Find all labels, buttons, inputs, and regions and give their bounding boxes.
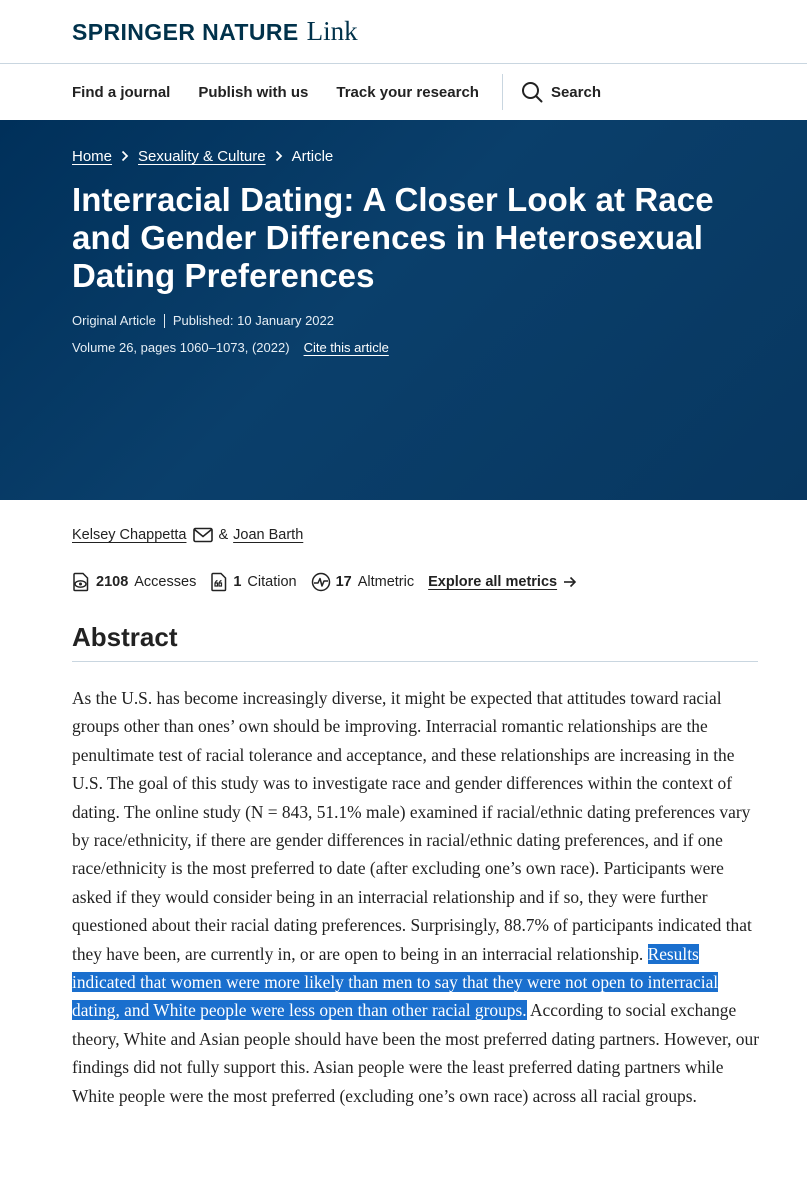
accesses-label: Accesses [134, 574, 197, 590]
main-nav [0, 64, 807, 120]
accesses-count: 2108 [96, 574, 129, 590]
brand-bar [0, 0, 807, 64]
article-metrics [72, 572, 577, 592]
published-date: Published: 10 January 2022 [172, 313, 334, 328]
nav-publish-with-us[interactable]: Publish with us [198, 83, 309, 101]
explore-all-metrics-link[interactable] [428, 574, 577, 590]
accesses-icon [72, 572, 91, 592]
explore-metrics-label: Explore all metrics [428, 574, 558, 590]
search-label: Search [550, 83, 601, 101]
breadcrumb [72, 148, 755, 165]
abstract-highlighted-text: Results indicated that women were more likely than men to say that they were not open to interracial dating, and White people were less open than other racial groups. [72, 943, 719, 1021]
article-citation-info [72, 340, 755, 355]
metric-citation [210, 572, 296, 592]
citation-count: 1 [233, 574, 242, 590]
author-joan-barth[interactable]: Joan Barth [233, 527, 304, 543]
meta-divider [164, 314, 165, 328]
nav-track-research[interactable]: Track your research [336, 83, 479, 101]
altmetric-score: 17 [335, 574, 352, 590]
arrow-right-icon [563, 576, 577, 588]
cite-this-article-link[interactable]: Cite this article [303, 340, 389, 355]
breadcrumb-home[interactable]: Home [72, 148, 113, 165]
nav-divider [502, 74, 503, 110]
citation-label: Citation [247, 574, 297, 590]
search-button[interactable] [521, 81, 601, 103]
altmetric-label: Altmetric [357, 574, 415, 590]
volume-pages: Volume 26, pages 1060–1073, (2022) [72, 340, 290, 355]
author-separator: & [218, 527, 229, 543]
abstract-text [72, 684, 762, 1110]
breadcrumb-section[interactable]: Sexuality & Culture [138, 148, 266, 165]
abstract-text-before: As the U.S. has become increasingly diverse, it might be expected that attitudes toward racial groups other than ones’ own should be improving. Interracial romantic relationships are the penultimate test of racial tolerance and acceptance, and these relationships are increasing in the U.S. The goal of this study was to investigate race and gender differences within the context of dating. The online study (N = 843, 51.1% male) examined if racial/ethnic dating preferences vary by race/ethnicity, if there are gender differences in racial/ethnic dating preferences, and if one race/ethnicity is the most preferred to date (after excluding one’s own race). Participants were asked if they would consider being in an interracial relationship and if so, they were further questioned about their racial dating preferences. Surprisingly, 88.7% of participants indicated that they have been, are currently in, or are open to being in an interracial relationship. [72, 688, 752, 964]
abstract-text-after: According to social exchange theory, White and Asian people should have been the most preferred dating partners. However, our findings did not fully support this. Asian people were the least preferred dating partners while White people were the most preferred (excluding one’s own race) across all racial groups. [72, 1000, 759, 1106]
chevron-right-icon [121, 149, 129, 165]
abstract-divider [72, 661, 758, 662]
article-title: Interracial Dating: A Closer Look at Race and Gender Differences in Heterosexual Dating Preferences [72, 181, 714, 294]
author-list [72, 527, 303, 543]
metric-altmetric [311, 572, 415, 592]
citation-icon [210, 572, 228, 592]
article-hero [0, 120, 807, 500]
brand-main-text: SPRINGER NATURE [72, 19, 299, 45]
nav-find-journal[interactable]: Find a journal [72, 83, 171, 101]
abstract-heading: Abstract [72, 622, 178, 652]
search-icon [521, 81, 543, 103]
altmetric-icon [311, 572, 331, 592]
article-type: Original Article [72, 313, 156, 328]
article-meta [72, 313, 755, 328]
chevron-right-icon [275, 149, 283, 165]
breadcrumb-current: Article [291, 148, 334, 165]
brand-link-text: Link [306, 16, 358, 46]
springer-nature-link-logo[interactable] [72, 16, 358, 47]
mail-icon[interactable] [193, 527, 213, 543]
author-kelsey-chappetta[interactable]: Kelsey Chappetta [72, 527, 187, 543]
metric-accesses [72, 572, 196, 592]
